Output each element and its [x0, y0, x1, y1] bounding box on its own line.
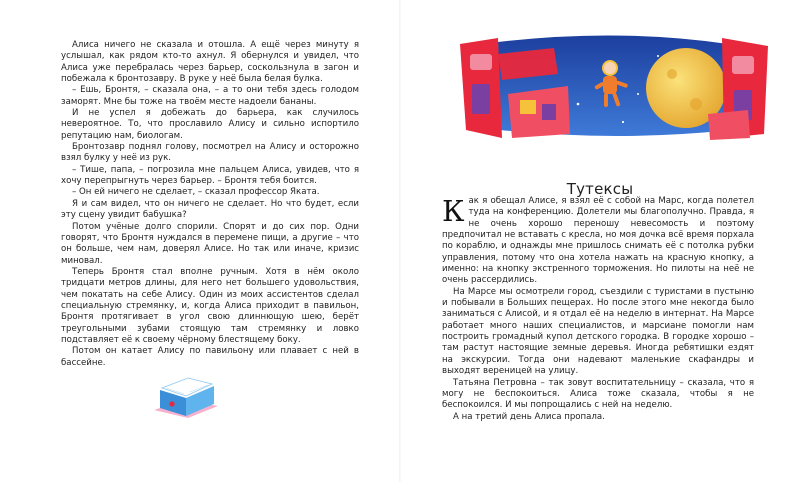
paragraph: Бронтозавр поднял голову, посмотрел на Алису и осторожно взял булку у неё из рук. [61, 142, 359, 164]
first-paragraph [442, 196, 754, 287]
book-icon [150, 372, 222, 422]
paragraph: Теперь Бронтя стал вполне ручным. Хотя в нём около тридцати метров длины, для него нет большего удовольствия, чем покатать на себе Алису. Один из моих ассистентов сделал специальную стремянку, и, когда Алиса приходит в павильон, Бронтя протягивает в угол свою длиннющую шею, берёт треугольными зубами стоящую там стремянку и ловко подставляет её к своему чёрному блестящему боку. [61, 266, 359, 345]
paragraph: – Ешь, Бронтя, – сказала она, – а то они тебя здесь голодом заморят. Мне бы тоже на твоём месте надоели бананы. [61, 85, 359, 107]
chapter-title: Тутексы [566, 180, 634, 198]
drop-cap: К [442, 194, 465, 228]
left-page-text [61, 40, 359, 369]
paragraph: И не успел я добежать до барьера, как случилось невероятное. То, что прославило Алису и сильно испортило репутацию нам, биологам. [61, 108, 359, 141]
paragraph: Потом он катает Алису по павильону или плавает с ней в бассейне. [61, 346, 359, 368]
paragraph: Алиса ничего не сказала и отошла. А ещё через минуту я услышал, как рядом кто-то ахнул. Я обернулся и увидел, что Алиса уже перебралась через барьер, соскользнула в загон и побежала к бронтозавру. В руке у неё была белая булка. [61, 40, 359, 85]
paragraph: На Марсе мы осмотрели город, съездили с туристами в пустыню и побывали в Больших пещерах. Но после этого мне некогда было заниматься с Алисой, и я отдал её на неделю в интернат. На Марсе работает много наших специалистов, и марсиане помогли нам построить громадный купол детского городка. В городке хорошо – там растут настоящие земные деревья. Иногда ребятишки ездят на экскурсии. Тогда они надевают маленькие скафандры и выходят вереницей на улицу. [442, 286, 754, 377]
right-page-text [442, 196, 754, 423]
paragraph: Я и сам видел, что он ничего не сделает. Но что будет, если эту сцену увидит бабушка? [61, 198, 359, 221]
space-illustration [458, 34, 770, 144]
paragraph: – Тише, папа, – погрозила мне пальцем Алиса, увидев, что я хочу перепрыгнуть через барьер. – Бронтя тебя боится. [61, 164, 359, 187]
paragraph: А на третий день Алиса пропала. [453, 411, 605, 422]
paragraph: – Он ей ничего не сделает, – сказал профессор Яката. [72, 187, 320, 198]
paragraph: Потом учёные долго спорили. Спорят и до сих пор. Одни говорят, что Бронтя нуждался в перемене пищи, а другие – что он больше, чем нам, доверял Алисе. Но так или иначе, кризис миновал. [61, 221, 359, 266]
paragraph: Татьяна Петровна – так зовут воспитательницу – сказала, что я могу не беспокоиться. Алиса тоже сказала, чтобы я не беспокоился. И мы попрощались с ней на неделю. [442, 377, 754, 411]
first-paragraph-text: ак я обещал Алисе, я взял её с собой на Марс, когда полетел туда на конференцию. Долетели мы благополучно. Правда, я не очень хорошо переношу невесомость и поэтому предпочитал не вставать с кресла, но моя дочка всё время порхала по кораблю, и однажды мне пришлось снимать её с потолка рубки управления, потому что она хотела нажать на красную кнопку, а именно: на кнопку экстренного торможения. Но пилоты на неё не очень рассердились. [442, 196, 754, 286]
right-page [400, 0, 800, 482]
